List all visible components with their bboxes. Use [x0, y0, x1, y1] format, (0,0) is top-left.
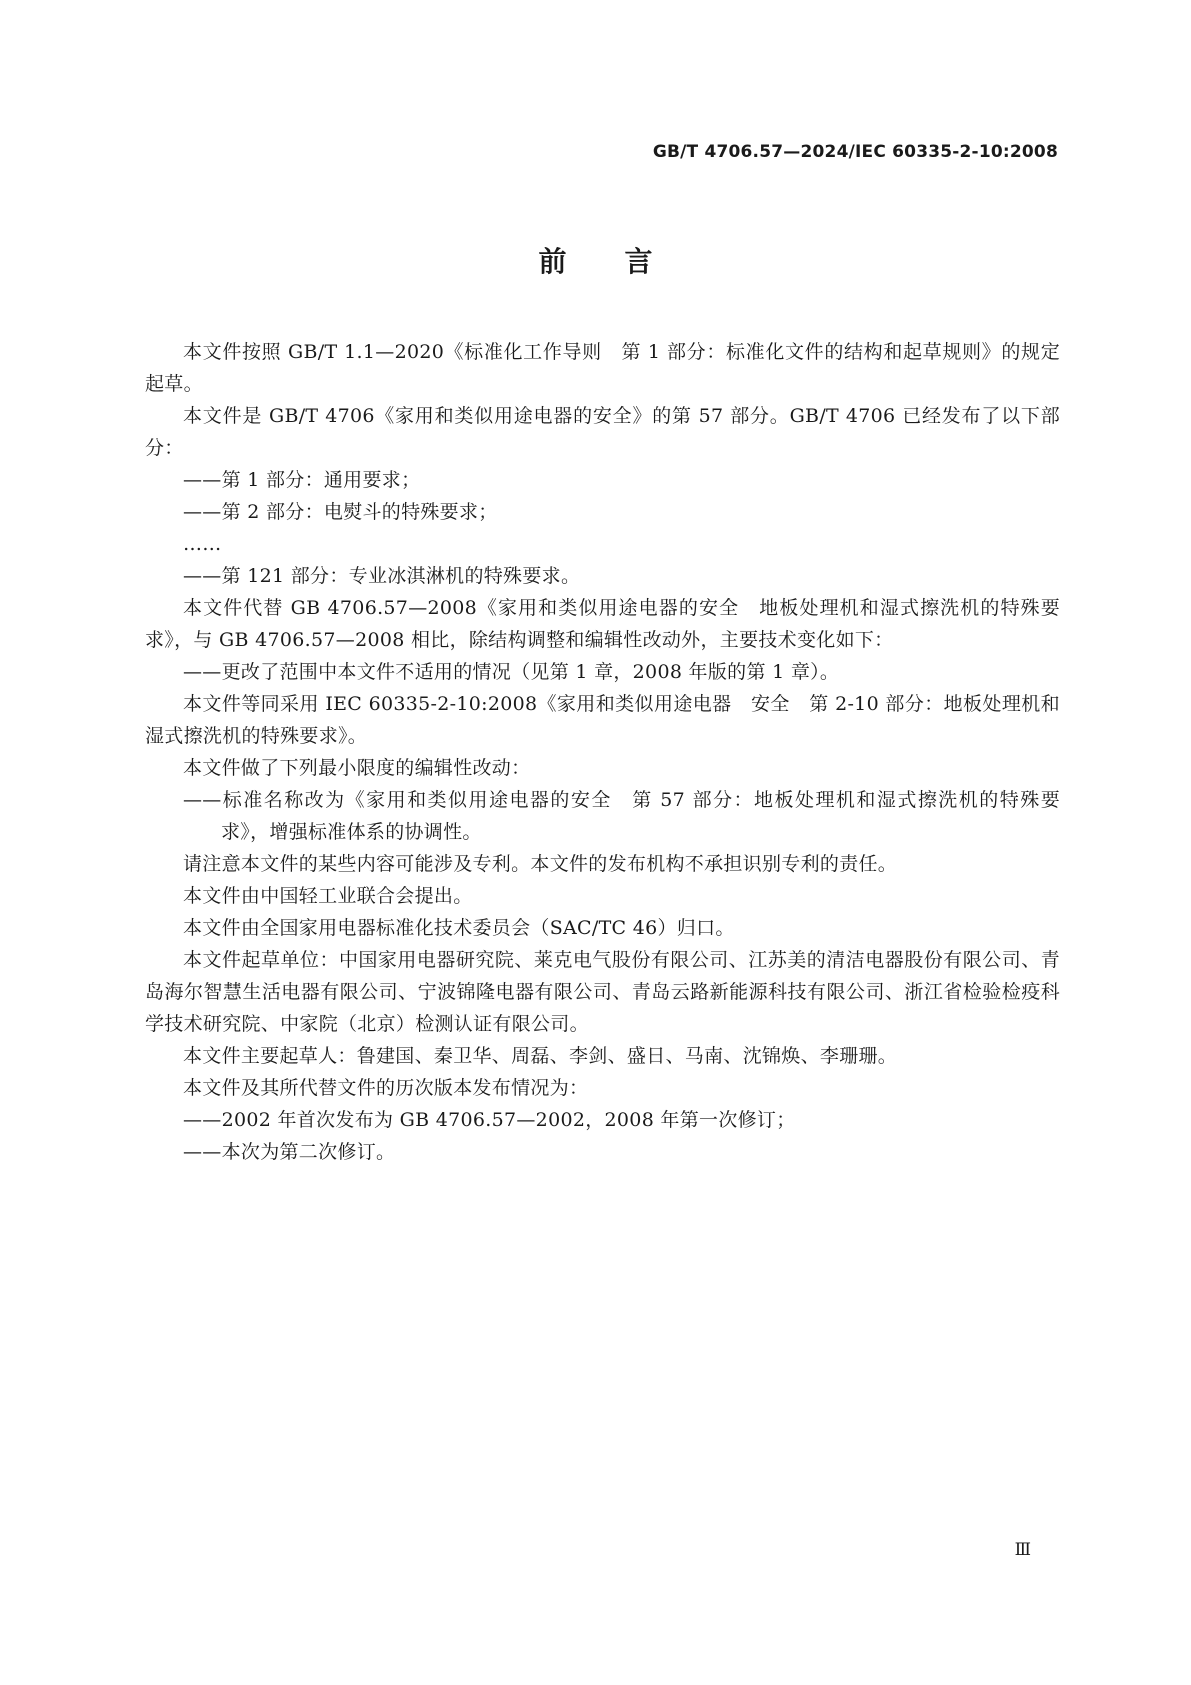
- list-item-part-1: ——第 1 部分：通用要求；: [183, 469, 421, 491]
- list-item-history-current: ——本次为第二次修订。: [183, 1141, 396, 1163]
- paragraph-technical-committee: 本文件由全国家用电器标准化技术委员会（SAC/TC 46）归口。: [183, 917, 735, 939]
- list-item-history-2002: ——2002 年首次发布为 GB 4706.57—2002，2008 年第一次修订；: [183, 1109, 796, 1131]
- paragraph-drafting-units: 本文件起草单位：中国家用电器研究院、莱克电气股份有限公司、江苏美的清洁电器股份有限公司、青岛海尔智慧生活电器有限公司、宁波锦隆电器有限公司、青岛云路新能源科技有限公司、浙江省检验检疫科学技术研究院、中家院（北京）检测认证有限公司。: [145, 949, 1060, 1035]
- list-item-part-2: ——第 2 部分：电熨斗的特殊要求；: [183, 501, 498, 523]
- page-title: 前言: [538, 245, 711, 278]
- paragraph-iec-adoption: 本文件等同采用 IEC 60335-2-10:2008《家用和类似用途电器 安全 第 2-10 部分：地板处理机和湿式擦洗机的特殊要求》。: [145, 693, 1060, 747]
- paragraph-patent-notice: 请注意本文件的某些内容可能涉及专利。本文件的发布机构不承担识别专利的责任。: [183, 853, 898, 875]
- paragraph-series-part: 本文件是 GB/T 4706《家用和类似用途电器的安全》的第 57 部分。GB/T 4706 已经发布了以下部分：: [145, 405, 1060, 459]
- list-item-technical-change: ——更改了范围中本文件不适用的情况（见第 1 章，2008 年版的第 1 章）。: [183, 661, 840, 683]
- paragraph-replaces: 本文件代替 GB 4706.57—2008《家用和类似用途电器的安全 地板处理机和湿式擦洗机的特殊要求》，与 GB 4706.57—2008 相比，除结构调整和编辑性改动外，主要技术变化如下：: [145, 597, 1060, 651]
- paragraph-proposed-by: 本文件由中国轻工业联合会提出。: [183, 885, 473, 907]
- list-item-title-change: ——标准名称改为《家用和类似用途电器的安全 第 57 部分：地板处理机和湿式擦洗机的特殊要求》，增强标准体系的协调性。: [183, 789, 1060, 843]
- document-body: [145, 336, 1060, 1168]
- list-ellipsis: ……: [183, 533, 222, 555]
- paragraph-editorial-changes: 本文件做了下列最小限度的编辑性改动：: [183, 757, 531, 779]
- page-number: Ⅲ: [1014, 1540, 1031, 1560]
- standard-number: GB/T 4706.57—2024/IEC 60335-2-10:2008: [652, 142, 1058, 162]
- paragraph-drafting-rules: 本文件按照 GB/T 1.1—2020《标准化工作导则 第 1 部分：标准化文件的结构和起草规则》的规定起草。: [145, 341, 1060, 395]
- paragraph-drafters: 本文件主要起草人：鲁建国、秦卫华、周磊、李剑、盛日、马南、沈锦焕、李珊珊。: [183, 1045, 898, 1067]
- paragraph-version-history: 本文件及其所代替文件的历次版本发布情况为：: [183, 1077, 589, 1099]
- list-item-part-121: ——第 121 部分：专业冰淇淋机的特殊要求。: [183, 565, 581, 587]
